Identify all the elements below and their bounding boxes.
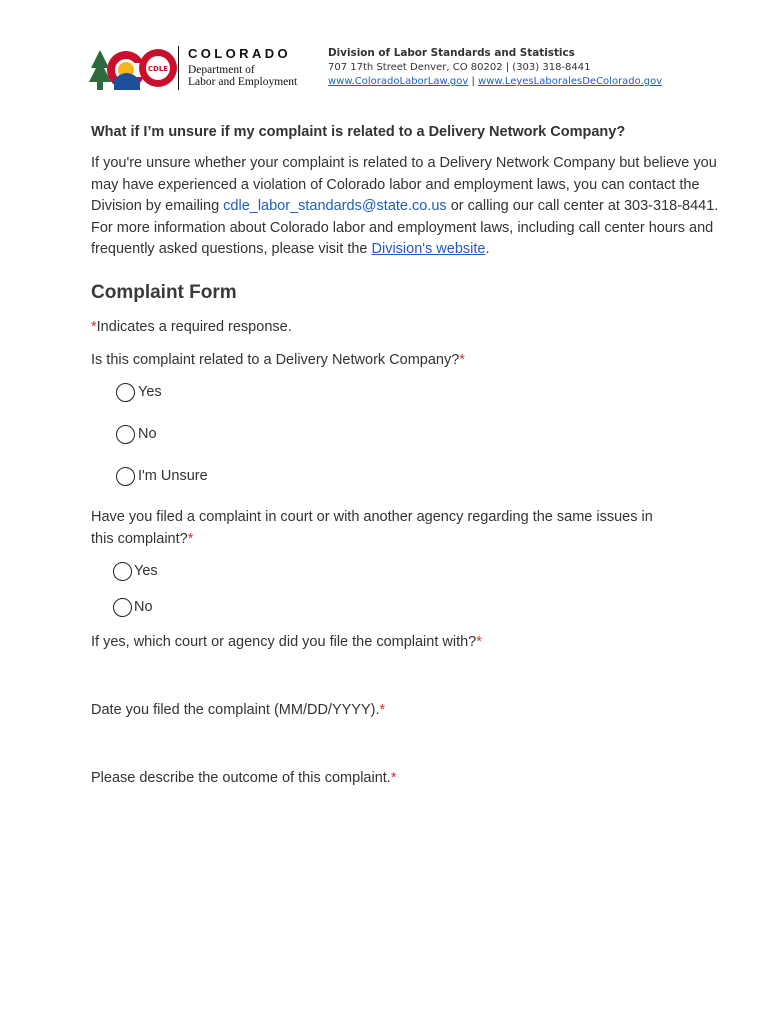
radio-button[interactable] [113,598,132,617]
q1-option-yes-label: Yes [138,384,162,401]
division-website-link[interactable]: Division's website [371,241,486,258]
dept-line2: Labor and Employment [188,76,298,88]
q4-required-star: * [379,701,386,718]
faq-answer-part1: If you're unsure whether your complaint is related to a Delivery Network Company but believe you may have experienced a violation of Colorado labor and employment laws, you can contact the Division by emailing [91,155,717,215]
q1-required-star: * [459,351,465,368]
q3-label-text: If yes, which court or agency did you file the complaint with? [91,633,477,650]
q2-label [91,506,731,550]
main-content [91,120,731,789]
cdle-logo [88,46,180,92]
q2-option-yes-label: Yes [134,563,158,580]
state-name: COLORADO [188,46,292,61]
q2-option-yes[interactable] [113,562,731,581]
q1-option-unsure-label: I'm Unsure [138,468,208,485]
q2-option-no[interactable] [113,598,731,617]
required-note [91,319,731,335]
radio-button[interactable] [116,467,135,486]
division-address: 707 17th Street Denver, CO 80202 | (303) 318-8441 [328,61,591,73]
q2-label-line2-row [91,528,731,550]
q5-label-text: Please describe the outcome of this complaint. [91,769,391,786]
required-note-text: Indicates a required response. [96,318,292,335]
labor-law-link[interactable]: www.ColoradoLaborLaw.gov [328,76,469,87]
contact-email-link[interactable]: cdle_labor_standards@state.co.us [223,198,447,215]
division-links [328,75,662,90]
q5-required-star: * [390,769,397,786]
faq-answer-end: . [485,241,490,258]
radio-button[interactable] [113,562,132,581]
radio-button[interactable] [116,383,135,402]
letterhead [88,44,728,94]
faq-answer-part2: or calling our call center at 303-318-8441. For more information about Colorado labor and employment laws, including call center hours and frequently asked questions, please visit the [91,198,719,258]
q2-label-line2: this complaint? [91,530,188,547]
faq-answer [91,153,731,261]
q4-label [91,699,731,721]
dept-line1: Department of [188,64,255,76]
agency-name [188,46,297,88]
division-info [328,46,662,90]
faq-question-title: What if I’m unsure if my complaint is related to a Delivery Network Company? [91,124,626,140]
q2-option-no-label: No [134,599,153,616]
q3-label [91,631,731,653]
q1-label [91,349,731,371]
logo-badge-text: CDLE [147,65,169,73]
q4-label-text: Date you filed the complaint (MM/DD/YYYY). [91,701,380,718]
complaint-form-title: Complaint Form [91,281,237,303]
leyes-laborales-link[interactable]: www.LeyesLaboralesDeColorado.gov [478,76,663,87]
q1-option-unsure[interactable] [116,467,731,486]
q1-option-no-label: No [138,426,157,443]
q1-label-text: Is this complaint related to a Delivery Network Company? [91,351,460,368]
q2-label-line1: Have you filed a complaint in court or with another agency regarding the same issues in [91,508,653,525]
q3-required-star: * [476,633,482,650]
required-star: * [91,318,97,335]
q2-required-star: * [187,530,194,547]
q1-option-no[interactable] [116,425,731,444]
radio-button[interactable] [116,425,135,444]
division-name: Division of Labor Standards and Statistics [328,47,575,59]
q1-option-yes[interactable] [116,383,731,402]
link-separator: | [468,76,479,87]
q5-label [91,767,731,789]
header-divider [178,46,179,90]
